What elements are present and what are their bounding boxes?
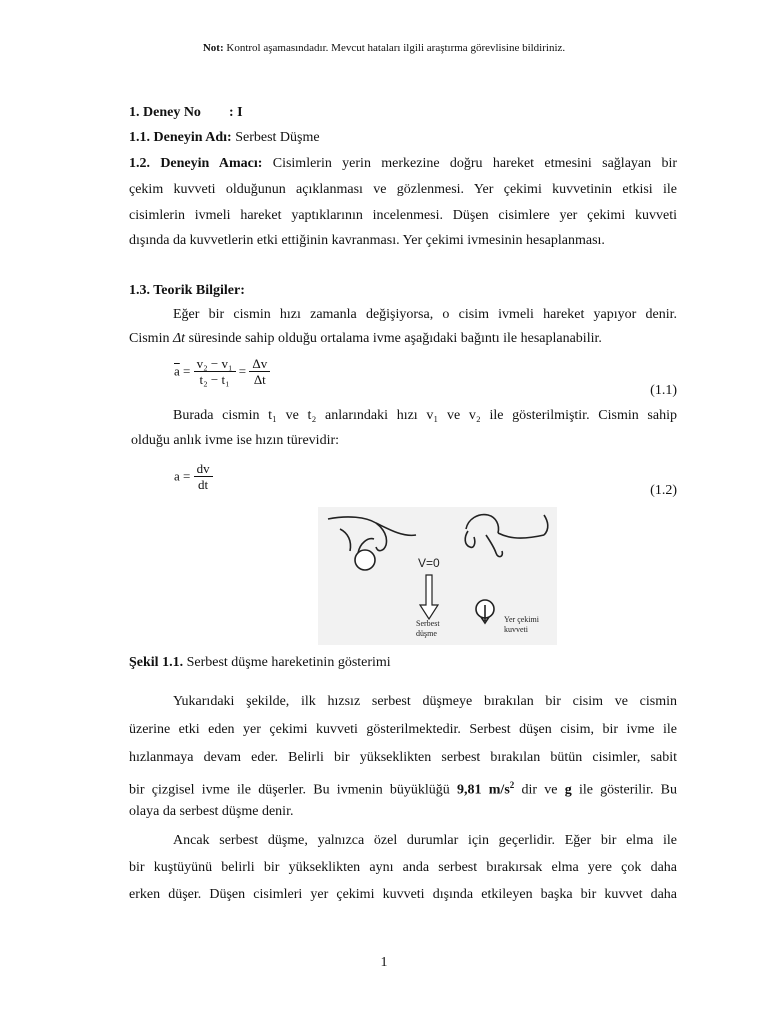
equation-1-2 [174, 461, 213, 492]
delta-t-symbol: Δt [172, 331, 186, 346]
header-note-text: Kontrol aşamasındadır. Mevcut hataları ilgili araştırma görevlisine bildiriniz. [223, 42, 566, 54]
header-note [0, 42, 768, 54]
serbest-label: Serbest [416, 619, 440, 628]
teorik-p1-line-2b: süresinde sahip olduğu ortalama ivme aşağıdaki bağıntı ile hesaplanabilir. [185, 331, 602, 346]
paragraph3-line-3: hızlanmaya devam eder. Belirli bir yükseklikten serbest bırakılan bütün cisimler, sabit [129, 750, 677, 765]
equation-1-1: $\overline{a}$ = $\frac{\text{v₂ − v₁}}{\text{t₂ − t₁}}$ = $\frac{\Delta v}{\Delta t}$ [174, 356, 270, 387]
eq2-num: dv [194, 461, 213, 477]
deney-amaci-text-1: Cisimlerin yerin merkezine doğru hareket etmesini sağlayan bir [262, 156, 678, 171]
paragraph4-line-3: erken düşer. Düşen cisimleri yer çekimi kuvveti dışında etkileyen başka bir kuvvet daha [129, 887, 677, 902]
deney-amaci-line-2: çekim kuvveti olduğunun açıklanması ve gözlenmesi. Yer çekimi kuvvetinin etkisi ile [129, 182, 677, 197]
eq1-num2: Δv [249, 356, 270, 372]
deney-adi-label: 1.1. Deneyin Adı: [129, 130, 232, 145]
dusme-label: düşme [416, 629, 437, 638]
eq1-den1: t₂ − t₁ [199, 372, 230, 387]
eq1-num1: v₂ − v₁ [194, 356, 236, 372]
teorik-p2-line-2: olduğu anlık ivme ise hızın türevidir: [131, 433, 340, 448]
deney-no-label: 1. Deney No [129, 105, 201, 120]
header-note-label: Not: [202, 42, 224, 54]
figure-caption-label: Şekil 1.1. [129, 655, 184, 670]
paragraph3-line-4a: bir çizgisel ivme ile düşerler. Bu ivmenin büyüklüğü [129, 782, 458, 798]
teorik-p1-line-2 [129, 330, 677, 348]
eq1-number: (1.1) [650, 383, 677, 398]
open-hand-icon [465, 515, 548, 557]
teorik-p2-line-1: Burada cismin t₁ ve t₂ anlarındaki hızı v₁ ve v₂ ile gösterilmiştir. Cismin sahip [173, 408, 677, 423]
ball-icon [355, 550, 375, 570]
paragraph3-line-5: olaya da serbest düşme denir. [129, 804, 294, 819]
figure-caption-text: Serbest düşme hareketinin gösterimi [183, 655, 391, 670]
free-fall-figure [318, 507, 557, 645]
eq2-lhs: a = [174, 468, 191, 484]
deney-no-value: : I [228, 105, 243, 120]
eq2-number: (1.2) [650, 483, 677, 498]
yer-cekimi-label: Yer çekimi [504, 615, 539, 624]
teorik-bilgiler-title [129, 282, 677, 300]
deney-amaci-line-4: dışında da kuvvetlerin etki ettiğinin kavranması. Yer çekimi ivmesinin hesaplanması. [129, 233, 605, 248]
paragraph3-line-4c: dir ve [514, 782, 565, 798]
paragraph3-line-2: üzerine etki eden yer çekimi kuvveti gösterilmektedir. Serbest düşen cisim, bir ivme ile [129, 722, 677, 737]
deney-amaci-line-3: cisimlerin ivmeli hareket yaptıklarının incelenmesi. Düşen cisimlere yer çekimi kuvveti [129, 208, 677, 223]
kuvveti-label: kuvveti [504, 625, 528, 634]
v-zero-label: V=0 [418, 556, 440, 570]
gravity-symbol: g [564, 782, 572, 798]
paragraph3-line-4 [129, 776, 677, 800]
eq1-fraction-2 [249, 356, 270, 387]
paragraph3-line-1: Yukarıdaki şekilde, ilk hızsız serbest düşmeye bırakılan bir cisim ve cismin [173, 694, 677, 709]
eq2-den: dt [198, 477, 209, 492]
eq1-fraction-1 [194, 356, 236, 387]
gravity-exponent: 2 [509, 780, 515, 790]
gravity-value: 9,81 m/s [457, 782, 510, 798]
down-arrow-icon [420, 575, 438, 619]
teorik-p1-line-1: Eğer bir cismin hızı zamanla değişiyorsa, o cisim ivmeli hareket yapıyor denir. [173, 307, 677, 322]
paragraph4-line-1: Ancak serbest düşme, yalnızca özel durumlar için geçerlidir. Eğer bir elma ile [173, 833, 677, 848]
teorik-p1-line-2a: Cismin [129, 331, 173, 346]
deney-adi-value: Serbest Düşme [231, 130, 320, 145]
eq1-lhs: $\overline{a}$ [174, 363, 180, 379]
deney-amaci-label: 1.2. Deneyin Amacı: [129, 156, 263, 171]
figure-caption [129, 654, 677, 672]
eq1-den2: Δt [253, 372, 266, 387]
deney-amaci-line-1 [129, 155, 677, 173]
paragraph4-line-2: bir kuştüyünü belirli bir yükseklikten aynı anda serbest bırakırsak elma yere çok daha [129, 860, 677, 875]
deney-adi [129, 129, 677, 147]
deney-no [129, 104, 677, 122]
hand-holding-ball-icon [328, 517, 416, 553]
paragraph3-line-4d: ile gösterilir. Bu [571, 782, 678, 798]
free-fall-illustration [318, 507, 557, 645]
teorik-bilgiler-heading: 1.3. Teorik Bilgiler: [129, 283, 245, 298]
page-number: 1 [380, 955, 388, 970]
eq2-fraction [194, 461, 213, 492]
